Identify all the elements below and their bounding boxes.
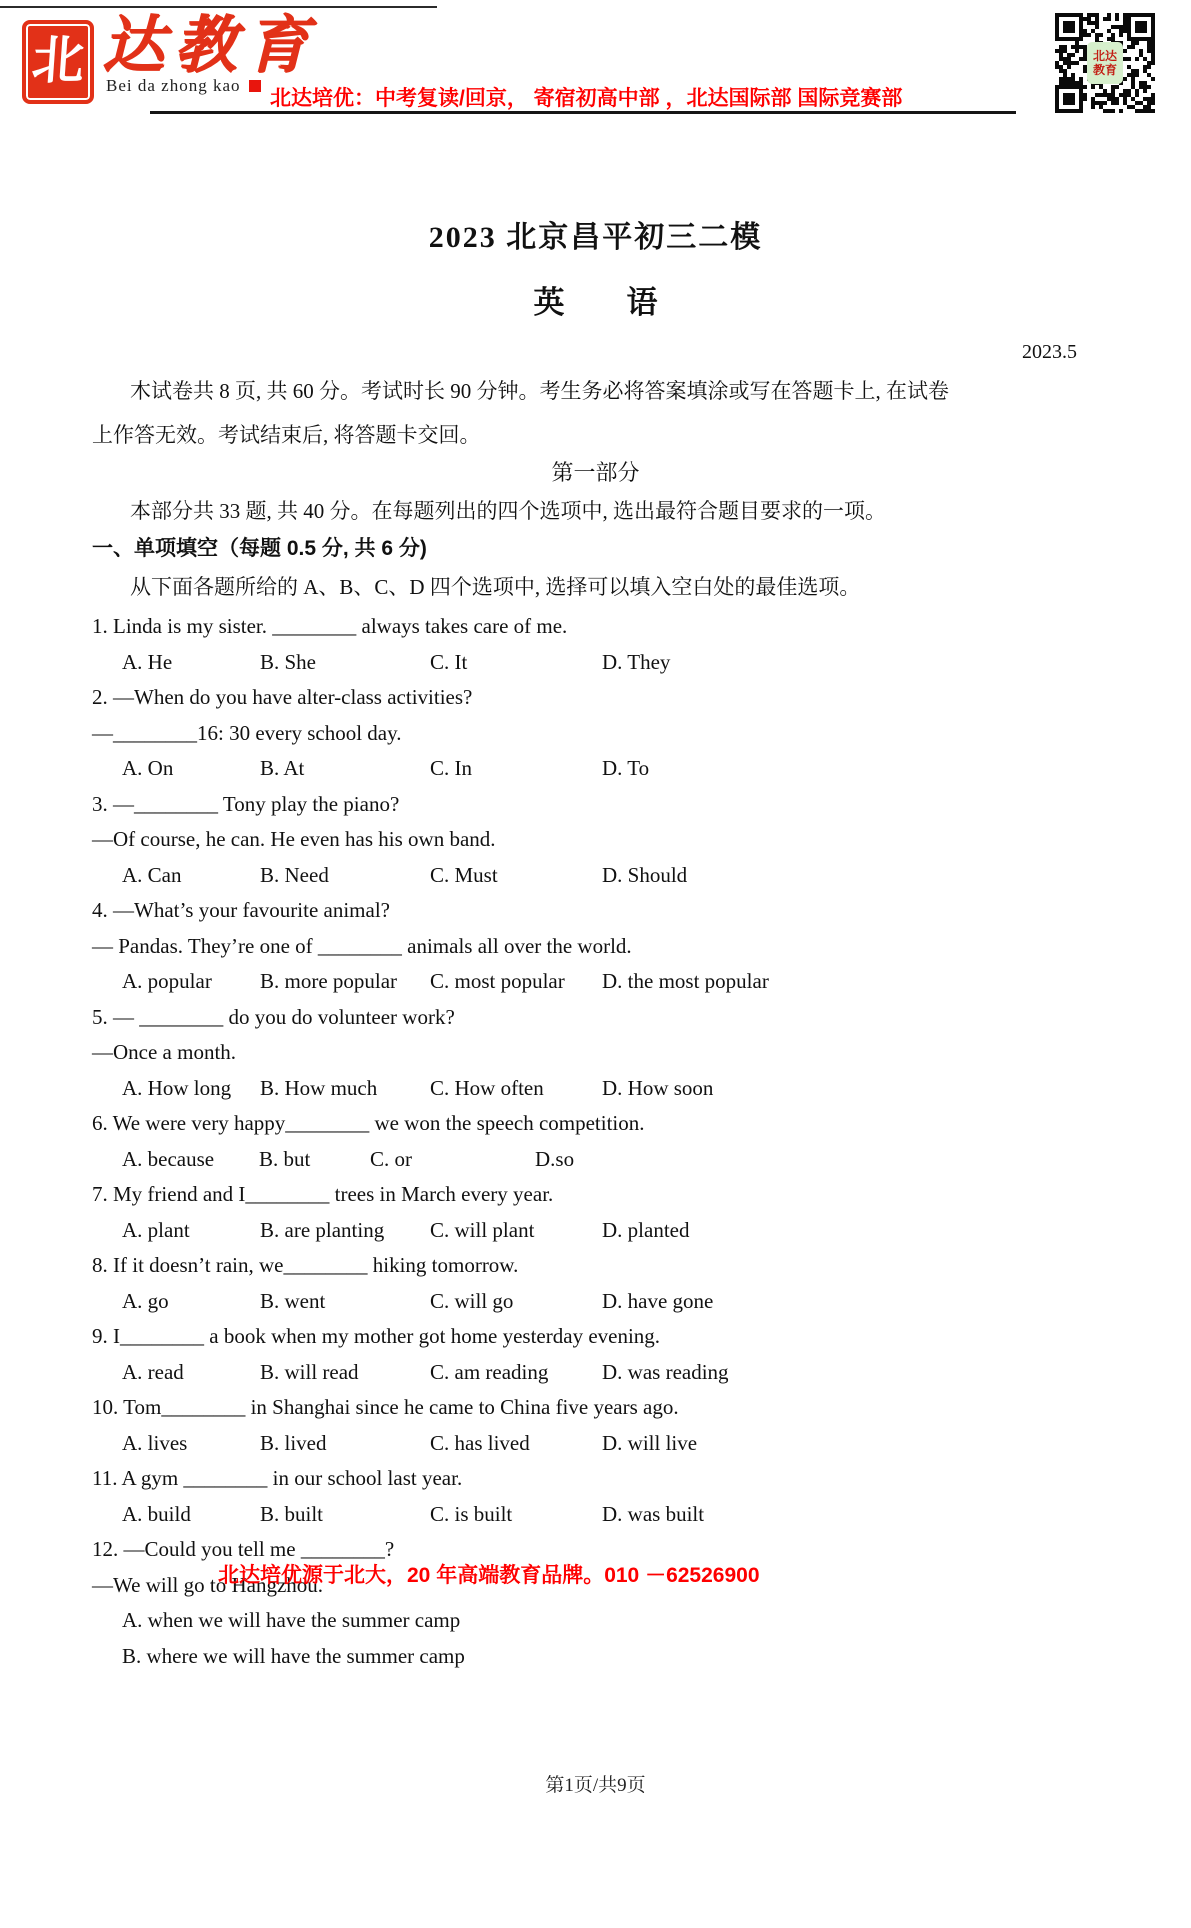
option-cell: C. is built (430, 1501, 513, 1526)
logo-subtitle-text: Bei da zhong kao (106, 76, 241, 95)
option-cell: D. was built (602, 1501, 705, 1526)
option-cell: C. Must (430, 862, 498, 887)
option-cell: A. read (122, 1359, 184, 1384)
question-stem: 2. —When do you have alter-class activities? (92, 685, 473, 709)
option-cell: B. will read (260, 1359, 359, 1384)
dialog-line: —Of course, he can. He even has his own band. (92, 827, 496, 851)
option-cell: D. They (602, 649, 671, 674)
option-cell: A. build (122, 1501, 191, 1526)
option-cell: C. How often (430, 1075, 544, 1100)
question-stem: 10. Tom________ in Shanghai since he came to China five years ago. (92, 1395, 679, 1419)
option-row (92, 1497, 1099, 1533)
question-stem: 9. I________ a book when my mother got home yesterday evening. (92, 1324, 661, 1348)
option-cell: A. go (122, 1288, 169, 1313)
option-cell: C. will plant (430, 1217, 535, 1242)
exam-subject: 英 语 (533, 285, 658, 320)
option-cell: C. In (430, 756, 472, 780)
option-cell: B. went (260, 1288, 326, 1313)
option-cell: D. the most popular (602, 969, 769, 993)
option-cell: C. It (430, 649, 468, 674)
option-cell: B. lived (260, 1430, 327, 1455)
option-cell: D. planted (602, 1217, 690, 1242)
intro-line-1: 木试卷共 8 页, 共 60 分。考试时长 90 分钟。考生务必将答案填涂或写在答题卡上, 在试卷 (130, 379, 949, 403)
option-cell: B. but (259, 1146, 311, 1171)
option-cell: B. She (260, 649, 317, 674)
page-number: 第1页/共9页 (545, 1775, 646, 1796)
question-stem: 7. My friend and I________ trees in March every year. (92, 1182, 554, 1206)
dialog-line: — Pandas. They’re one of ________ animals all over the world. (92, 933, 632, 958)
option-cell: D.so (535, 1146, 575, 1171)
option-row (92, 751, 1099, 787)
exam-date: 2023.5 (1022, 341, 1077, 363)
question-stem: 11. A gym ________ in our school last year. (92, 1466, 463, 1490)
part1-heading: 第一部分 (551, 460, 640, 485)
option-cell: A. plant (122, 1217, 190, 1242)
option-row (92, 1426, 1099, 1462)
logo-script-text: 达教育 (102, 12, 319, 80)
option-row (92, 964, 1099, 1000)
dialog-line: —________16: 30 every school day. (92, 720, 402, 745)
option-row (92, 1355, 1099, 1391)
option-cell: A. How long (122, 1075, 232, 1100)
header (0, 0, 1191, 118)
logo-seal-icon (22, 20, 94, 104)
option-row (92, 1071, 1099, 1107)
promo-banner: 北达培优：中考复读/回京， 寄宿初高中部 ，北达国际部 国际竞赛部 (270, 87, 903, 110)
option-cell: B. At (260, 756, 305, 780)
option-line: B. where we will have the summer camp (122, 1643, 465, 1668)
option-cell: B. are planting (260, 1217, 385, 1242)
exam-title: 2023 北京昌平初三二模 (428, 221, 763, 254)
qr-code (1055, 13, 1155, 113)
question-stem: 1. Linda is my sister. ________ always takes care of me. (92, 614, 568, 638)
option-cell: C. will go (430, 1288, 514, 1313)
option-row (92, 1213, 1099, 1249)
option-row (92, 1284, 1099, 1320)
option-line: A. when we will have the summer camp (122, 1608, 461, 1632)
option-cell: A. On (122, 756, 174, 780)
option-cell: A. because (122, 1146, 215, 1171)
header-divider (150, 111, 1016, 114)
option-cell: C. am reading (430, 1359, 549, 1384)
document-body (0, 118, 1191, 1674)
dialog-line: —We will go to Hangzhou. (92, 1572, 324, 1597)
option-cell: C. most popular (430, 969, 565, 993)
option-cell: D. have gone (602, 1288, 714, 1313)
option-cell: D. was reading (602, 1359, 729, 1384)
intro-line-2: 上作答无效。考试结束后, 将答题卡交回。 (92, 423, 481, 447)
question-stem: 3. —________ Tony play the piano? (92, 791, 400, 816)
option-cell: B. built (260, 1501, 324, 1526)
option-row (92, 645, 1099, 681)
qr-label-line1: 北达 (1092, 49, 1117, 63)
question-stem: 5. — ________ do you do volunteer work? (92, 1004, 455, 1029)
section1-heading: 一、单项填空（每题 0.5 分, 共 6 分) (92, 537, 427, 560)
option-cell: C. or (370, 1146, 412, 1171)
option-cell: B. more popular (260, 969, 398, 993)
option-cell: D. Should (602, 862, 688, 887)
question-stem: 8. If it doesn’t rain, we________ hiking tomorrow. (92, 1253, 519, 1277)
section1-description: 从下面各题所给的 A、B、C、D 四个选项中, 选择可以填入空白处的最佳选项。 (130, 575, 861, 599)
qr-label-line2: 教育 (1092, 63, 1117, 77)
option-cell: C. has lived (430, 1430, 530, 1455)
question-stem: 12. —Could you tell me ________? (92, 1537, 395, 1561)
option-cell: A. lives (122, 1430, 188, 1455)
qr-center-label (1087, 42, 1123, 84)
option-cell: A. popular (122, 969, 212, 993)
option-cell: D. How soon (602, 1075, 714, 1100)
red-square-icon (249, 80, 261, 92)
option-cell: A. Can (122, 862, 182, 887)
option-row (92, 1142, 1099, 1178)
part1-description: 本部分共 33 题, 共 40 分。在每题列出的四个选项中, 选出最符合题目要求的一项。 (130, 499, 886, 523)
option-cell: D. To (602, 756, 650, 780)
option-cell: A. He (122, 649, 173, 674)
option-cell: B. Need (260, 862, 329, 887)
dialog-line: —Once a month. (92, 1040, 237, 1064)
logo-seal-char: 北 (30, 33, 87, 90)
option-row (92, 858, 1099, 894)
question-stem: 6. We were very happy________ we won the speech competition. (92, 1111, 645, 1135)
ad-overlay-text: 北达培优源于北大，20 年高端教育品牌。010 －62526900 (218, 1564, 760, 1587)
question-list (92, 609, 1099, 1674)
option-cell: D. will live (602, 1430, 698, 1455)
option-cell: B. How much (260, 1075, 378, 1100)
question-stem: 4. —What’s your favourite animal? (92, 898, 390, 922)
